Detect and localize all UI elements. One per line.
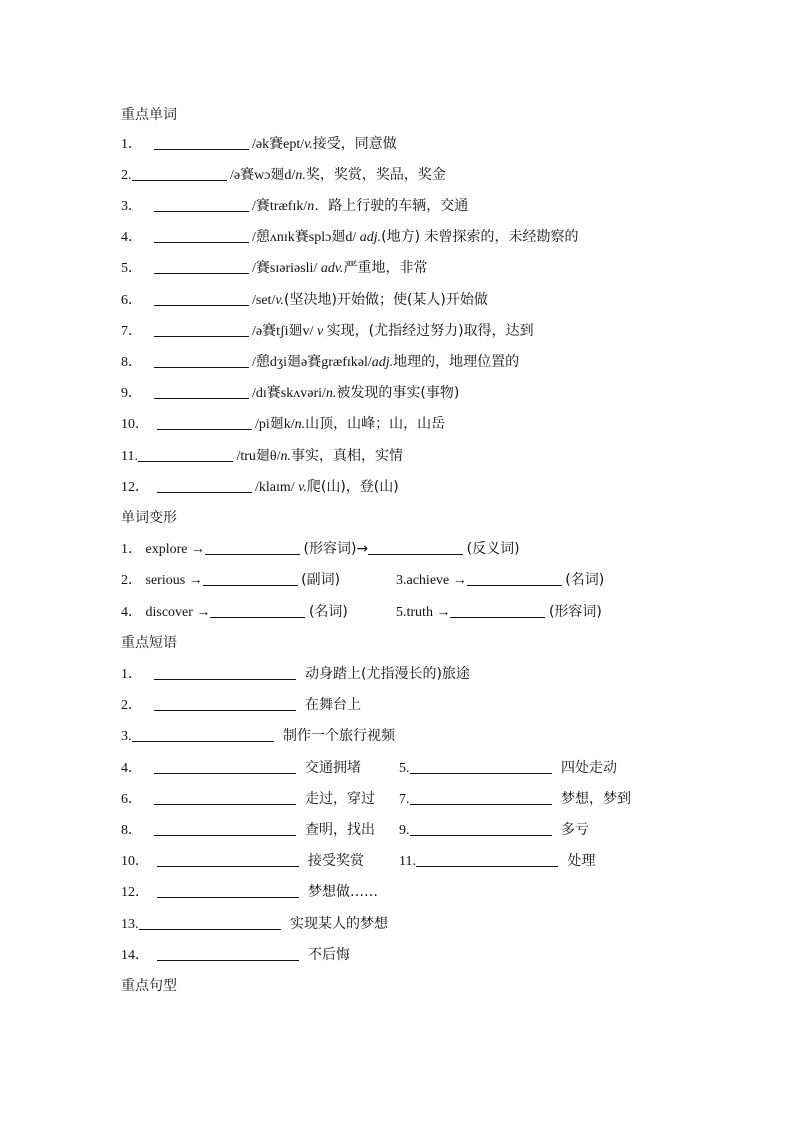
phonetic: /set/ bbox=[252, 293, 276, 308]
answer-blank[interactable] bbox=[157, 883, 299, 898]
answer-blank[interactable] bbox=[154, 353, 249, 368]
phrase-meaning: 梦想做…… bbox=[308, 884, 378, 900]
section-heading-vocab: 重点单词 bbox=[121, 107, 177, 123]
item-number: 1． bbox=[121, 137, 142, 152]
form-row-2-right bbox=[396, 571, 604, 590]
phonetic: /賽træfɪk/ bbox=[252, 199, 308, 214]
item-number: 6． bbox=[121, 792, 142, 807]
answer-blank[interactable] bbox=[132, 727, 274, 742]
item-number: 13. bbox=[121, 917, 139, 932]
vocab-item-10 bbox=[121, 415, 445, 434]
item-number: 12． bbox=[121, 480, 149, 495]
base-word: 5.truth → bbox=[396, 605, 451, 620]
base-word: explore → bbox=[145, 542, 205, 557]
phrase-meaning: 制作一个旅行视频 bbox=[283, 728, 395, 744]
base-word: serious → bbox=[145, 573, 203, 588]
answer-blank[interactable] bbox=[450, 603, 545, 618]
phrase-item-3 bbox=[121, 727, 395, 746]
item-number: 4． bbox=[121, 230, 142, 245]
form-row-3 bbox=[121, 603, 348, 622]
vocab-item-9 bbox=[121, 384, 459, 403]
section-heading-phrases: 重点短语 bbox=[121, 635, 177, 651]
answer-blank[interactable] bbox=[203, 571, 298, 586]
answer-blank[interactable] bbox=[157, 852, 299, 867]
item-number: 4． bbox=[121, 605, 142, 620]
form-row-1 bbox=[121, 540, 520, 559]
phrase-item-13 bbox=[121, 915, 388, 934]
word-class-hint: (名词) bbox=[308, 604, 348, 620]
word-class-hint: (副词) bbox=[301, 572, 341, 588]
word-class-hint: (名词) bbox=[565, 572, 605, 588]
answer-blank[interactable] bbox=[138, 447, 233, 462]
vocab-item-1 bbox=[121, 135, 397, 154]
phrase-meaning: 不后悔 bbox=[308, 947, 350, 963]
phrase-item-10 bbox=[121, 852, 364, 871]
phrase-item-6 bbox=[121, 790, 375, 809]
phrase-item-8 bbox=[121, 821, 375, 840]
part-of-speech: n. bbox=[280, 449, 292, 464]
item-number: 8． bbox=[121, 355, 142, 370]
definition: 路上行驶的车辆，交通 bbox=[328, 198, 469, 214]
answer-blank[interactable] bbox=[410, 790, 552, 805]
answer-blank[interactable] bbox=[416, 852, 558, 867]
phrase-item-2 bbox=[121, 696, 361, 715]
section-heading-forms: 单词变形 bbox=[121, 510, 177, 526]
base-word: 3.achieve → bbox=[396, 573, 467, 588]
phrase-meaning: 交通拥堵 bbox=[305, 760, 361, 776]
phonetic: /ə賽tʃi廻v/ bbox=[252, 324, 314, 339]
part-of-speech: adj. bbox=[359, 230, 382, 245]
answer-blank[interactable] bbox=[154, 197, 249, 212]
part-of-speech: n. bbox=[325, 386, 337, 401]
phrase-item-11 bbox=[399, 852, 595, 871]
phonetic: /憩dʒi廻ə賽græfɪkəl/ bbox=[252, 355, 372, 370]
answer-blank[interactable] bbox=[132, 166, 227, 181]
phrase-meaning: 查明，找出 bbox=[305, 822, 375, 838]
phonetic: /賽sɪəriəsli/ bbox=[252, 261, 318, 276]
answer-blank[interactable] bbox=[157, 478, 252, 493]
item-number: 5． bbox=[121, 261, 142, 276]
item-number: 1． bbox=[121, 542, 142, 557]
phonetic: /憩ʌnɪk賽splɔ廻d/ bbox=[252, 230, 357, 245]
phrase-meaning: 动身踏上(尤指漫长的)旅途 bbox=[305, 666, 470, 682]
part-of-speech: adv. bbox=[320, 261, 344, 276]
definition: 接受，同意做 bbox=[312, 136, 397, 152]
phrase-item-1 bbox=[121, 665, 470, 684]
definition: 地理的，地理位置的 bbox=[393, 354, 520, 370]
item-number: 5. bbox=[399, 761, 410, 776]
answer-blank[interactable] bbox=[154, 228, 249, 243]
definition: 事实，真相，实情 bbox=[291, 448, 404, 464]
vocab-item-4 bbox=[121, 228, 579, 247]
phrase-meaning: 在舞台上 bbox=[305, 697, 361, 713]
phrase-meaning: 梦想，梦到 bbox=[561, 791, 631, 807]
answer-blank[interactable] bbox=[157, 415, 252, 430]
item-number: 6． bbox=[121, 293, 142, 308]
answer-blank[interactable] bbox=[467, 571, 562, 586]
answer-blank[interactable] bbox=[154, 291, 249, 306]
definition: 严重地，非常 bbox=[343, 260, 428, 276]
phonetic: /pi廻k/ bbox=[255, 417, 295, 432]
definition: 实现，(尤指经过努力)取得，达到 bbox=[326, 323, 534, 339]
part-of-speech: n. bbox=[294, 417, 306, 432]
answer-blank[interactable] bbox=[368, 540, 463, 555]
answer-blank[interactable] bbox=[154, 259, 249, 274]
part-of-speech: v. bbox=[304, 137, 313, 152]
phrase-meaning: 接受奖赏 bbox=[308, 853, 364, 869]
item-number: 10． bbox=[121, 417, 149, 432]
vocab-item-3 bbox=[121, 197, 468, 216]
vocab-item-7 bbox=[121, 322, 534, 341]
form-row-3-right bbox=[396, 603, 602, 622]
phrase-item-9 bbox=[399, 821, 589, 840]
vocab-item-12 bbox=[121, 478, 399, 497]
word-class-hint: (形容词) bbox=[548, 604, 602, 620]
answer-blank[interactable] bbox=[154, 135, 249, 150]
phrase-item-5 bbox=[399, 759, 617, 778]
phrase-item-7 bbox=[399, 790, 631, 809]
item-number: 11. bbox=[121, 449, 138, 464]
phrase-meaning: 实现某人的梦想 bbox=[290, 916, 388, 932]
answer-blank[interactable] bbox=[154, 665, 296, 680]
answer-blank[interactable] bbox=[410, 759, 552, 774]
vocab-item-5 bbox=[121, 259, 428, 278]
part-of-speech: v. bbox=[275, 293, 285, 308]
item-number: 11. bbox=[399, 854, 416, 869]
vocab-item-6 bbox=[121, 291, 488, 310]
answer-blank[interactable] bbox=[154, 696, 296, 711]
answer-blank[interactable] bbox=[154, 322, 249, 337]
definition: 爬(山)，登(山) bbox=[306, 479, 399, 495]
word-class-hint: (形容词)→ bbox=[303, 541, 369, 557]
section-heading-sentences: 重点句型 bbox=[121, 978, 177, 994]
answer-blank[interactable] bbox=[154, 384, 249, 399]
part-of-speech: adj. bbox=[371, 355, 394, 370]
part-of-speech: v. bbox=[298, 480, 307, 495]
definition: 山顶，山峰；山，山岳 bbox=[305, 416, 446, 432]
definition: 被发现的事实(事物) bbox=[336, 385, 460, 401]
phonetic: /ə賽wɔ廻d/ bbox=[230, 168, 296, 183]
definition: (坚决地)开始做；使(某人)开始做 bbox=[284, 292, 488, 308]
part-of-speech: v bbox=[316, 324, 324, 339]
phrase-item-4 bbox=[121, 759, 361, 778]
phrase-meaning: 处理 bbox=[567, 853, 596, 869]
item-number: 12． bbox=[121, 885, 149, 900]
item-number: 10． bbox=[121, 854, 149, 869]
phrase-meaning: 多亏 bbox=[561, 822, 589, 838]
phonetic: /tru廻θ/ bbox=[236, 449, 281, 464]
part-of-speech: n. bbox=[295, 168, 306, 183]
phrase-item-12 bbox=[121, 883, 378, 902]
answer-blank[interactable] bbox=[210, 603, 305, 618]
definition: 奖，奖赏，奖品，奖金 bbox=[305, 167, 446, 183]
item-number: 1． bbox=[121, 667, 142, 682]
word-class-hint: (反义词) bbox=[466, 541, 520, 557]
vocab-item-8 bbox=[121, 353, 519, 372]
item-number: 9． bbox=[121, 386, 142, 401]
item-number: 8． bbox=[121, 823, 142, 838]
phrase-meaning: 走过，穿过 bbox=[305, 791, 375, 807]
item-number: 3． bbox=[121, 199, 142, 214]
item-number: 7. bbox=[399, 792, 410, 807]
phonetic: /dɪ賽skʌvəri/ bbox=[252, 386, 326, 401]
answer-blank[interactable] bbox=[205, 540, 300, 555]
answer-blank[interactable] bbox=[154, 821, 296, 836]
vocab-item-2 bbox=[121, 166, 446, 185]
vocab-item-11 bbox=[121, 447, 403, 466]
definition: (地方) 未曾探索的，未经勘察的 bbox=[381, 229, 579, 245]
item-number: 9. bbox=[399, 823, 410, 838]
phrase-meaning: 四处走动 bbox=[561, 760, 617, 776]
item-number: 3. bbox=[121, 729, 132, 744]
answer-blank[interactable] bbox=[157, 946, 299, 961]
phonetic: /klaɪm/ bbox=[255, 480, 295, 495]
phonetic: /ək賽ept/ bbox=[252, 137, 305, 152]
item-number: 14． bbox=[121, 948, 149, 963]
item-number: 2. bbox=[121, 168, 132, 183]
item-number: 2． bbox=[121, 573, 142, 588]
answer-blank[interactable] bbox=[139, 915, 281, 930]
base-word: discover → bbox=[145, 605, 211, 620]
phrase-item-14 bbox=[121, 946, 350, 965]
answer-blank[interactable] bbox=[154, 759, 296, 774]
form-row-2 bbox=[121, 571, 340, 590]
answer-blank[interactable] bbox=[154, 790, 296, 805]
answer-blank[interactable] bbox=[410, 821, 552, 836]
item-number: 2． bbox=[121, 698, 142, 713]
part-of-speech: n． bbox=[307, 199, 329, 214]
item-number: 4． bbox=[121, 761, 142, 776]
item-number: 7． bbox=[121, 324, 142, 339]
